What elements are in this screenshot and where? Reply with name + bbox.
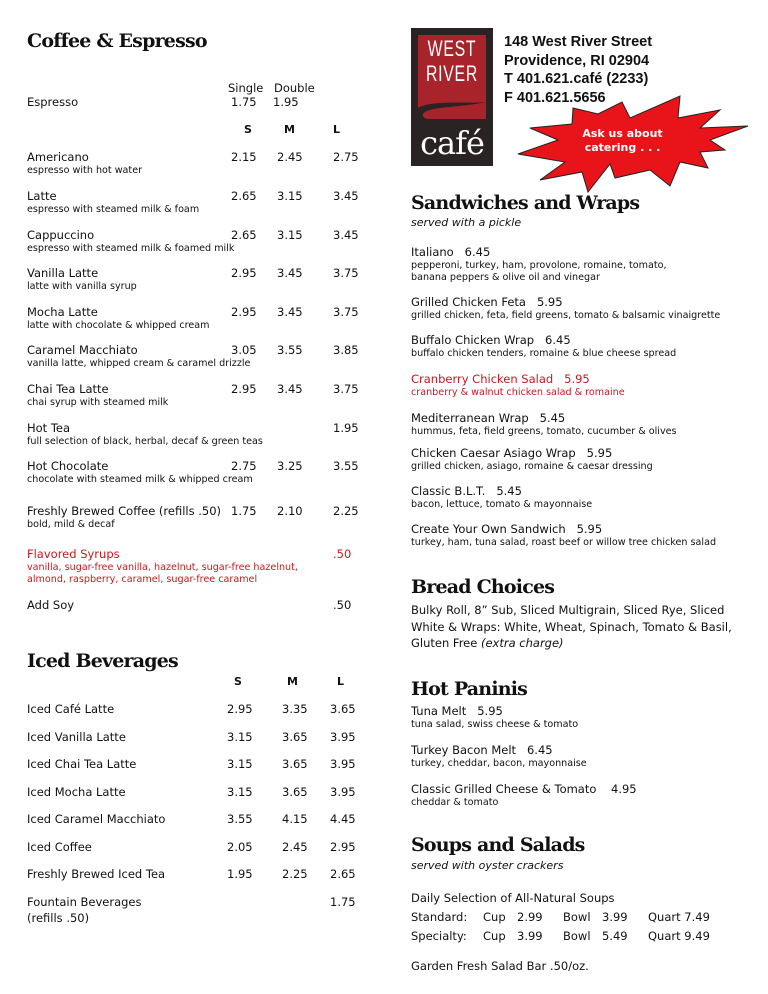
item-description: espresso with hot water	[27, 165, 143, 176]
price-s: 3.15	[227, 729, 253, 744]
item-name: Hot Chocolate	[27, 459, 109, 473]
catering-callout	[560, 127, 685, 155]
item-description: tuna salad, swiss cheese & tomato	[411, 719, 579, 730]
item-description: turkey, ham, tuna salad, roast beef or willow tree chicken salad	[411, 537, 717, 548]
item-description: latte with chocolate & whipped cream	[27, 320, 210, 331]
paninis-heading: Hot Paninis	[411, 678, 528, 700]
coffee-item	[27, 266, 357, 293]
price-s: 1.75	[231, 504, 257, 518]
price-l: 3.95	[330, 729, 356, 744]
bowl-price: 5.49	[602, 929, 628, 943]
bread-line3	[411, 636, 564, 650]
coffee-item	[27, 504, 357, 531]
price-l: 3.95	[330, 757, 356, 771]
soup-label: Specialty:	[411, 929, 467, 943]
price-m: 3.45	[277, 266, 303, 280]
price-l: 1.95	[333, 421, 359, 435]
sandwiches-heading: Sandwiches and Wraps	[411, 192, 640, 214]
coffee-item	[27, 343, 357, 370]
paninis-item	[411, 743, 587, 770]
bread-line1: Bulky Roll, 8” Sub, Sliced Multigrain, Sliced Rye, Sliced	[411, 603, 725, 617]
quart-price: Quart 9.49	[648, 929, 710, 943]
size-l: L	[333, 123, 341, 136]
catering-line1: Ask us about	[582, 127, 663, 140]
espresso-double-price: 1.95	[273, 95, 299, 109]
sandwiches-item	[411, 446, 653, 473]
price-l: .50	[333, 598, 352, 612]
price-s: 2.65	[231, 189, 257, 203]
price-s: 2.95	[231, 382, 257, 396]
coffee-item	[27, 421, 357, 448]
item-description: vanilla latte, whipped cream & caramel drizzle	[27, 358, 251, 369]
item-description: espresso with steamed milk & foam	[27, 204, 200, 215]
sandwiches-subtitle: served with a pickle	[411, 216, 522, 229]
item-description: pepperoni, turkey, ham, provolone, romaine, tomato, banana peppers & olive oil and vinegar	[411, 260, 667, 283]
item-name: Chai Tea Latte	[27, 382, 109, 396]
size-s: S	[244, 123, 252, 136]
coffee-item	[27, 459, 357, 486]
item-name: Iced Café Latte	[27, 702, 115, 716]
price-s: 2.65	[231, 228, 257, 242]
sandwiches-item	[411, 522, 716, 549]
address-street: 148 West River Street	[504, 34, 653, 50]
price-m: 3.15	[277, 189, 303, 203]
cup-label: Cup	[483, 929, 506, 943]
iced-size-m: M	[287, 675, 298, 688]
price-l: 1.75	[330, 894, 356, 909]
double-label: Double	[274, 81, 315, 95]
price-m: 3.15	[277, 228, 303, 242]
price-m: 3.25	[277, 459, 303, 473]
coffee-item	[27, 598, 357, 612]
price-l: 2.75	[333, 150, 359, 164]
item-name: Classic B.L.T. 5.45	[411, 484, 522, 498]
coffee-heading: Coffee & Espresso	[27, 30, 207, 52]
bread-gluten-free: Gluten Free	[411, 636, 478, 650]
soups-subtitle: served with oyster crackers	[411, 859, 564, 872]
coffee-item	[27, 150, 357, 177]
iced-item	[27, 757, 357, 771]
item-description: cheddar & tomato	[411, 797, 499, 808]
price-l: 3.45	[333, 228, 359, 242]
logo-west: WEST	[427, 36, 477, 61]
price-s: 3.15	[227, 757, 253, 771]
bread-line2: White & Wraps: White, Wheat, Spinach, Tomato & Basil,	[411, 620, 732, 634]
item-name: Turkey Bacon Melt 6.45	[411, 743, 553, 757]
salad-bar: Garden Fresh Salad Bar .50/oz.	[411, 959, 589, 973]
iced-item	[27, 867, 357, 881]
item-description: full selection of black, herbal, decaf & green teas	[27, 436, 263, 447]
price-l: 3.55	[333, 459, 359, 473]
price-s: 3.15	[227, 784, 253, 799]
single-label: Single	[228, 81, 264, 95]
iced-item	[27, 812, 357, 826]
item-description: chai syrup with steamed milk	[27, 397, 169, 408]
sandwiches-item	[411, 372, 625, 399]
price-l: 2.65	[330, 867, 356, 881]
item-name: Iced Caramel Macchiato	[27, 812, 166, 826]
bread-heading: Bread Choices	[411, 576, 555, 598]
item-name: Iced Chai Tea Latte	[27, 757, 137, 771]
price-l: 3.75	[333, 266, 359, 280]
price-l: 3.85	[333, 343, 359, 357]
soups-heading: Soups and Salads	[411, 834, 585, 856]
bowl-label: Bowl	[563, 929, 591, 943]
item-name: Iced Mocha Latte	[27, 784, 126, 799]
price-m: 3.65	[282, 784, 308, 799]
coffee-item	[27, 547, 357, 586]
bowl-price: 3.99	[602, 910, 628, 924]
price-m: 3.45	[277, 382, 303, 396]
item-name: Iced Coffee	[27, 839, 92, 854]
fax: F 401.621.5656	[504, 89, 606, 106]
price-l: 3.75	[333, 382, 359, 396]
bread-note: (extra charge)	[480, 636, 564, 650]
size-m: M	[284, 123, 295, 136]
price-m: 3.65	[282, 729, 308, 744]
price-m: 3.55	[277, 343, 303, 357]
item-name: Flavored Syrups	[27, 547, 120, 561]
price-s: 2.75	[231, 459, 257, 473]
coffee-item	[27, 228, 357, 255]
sandwiches-item	[411, 411, 677, 438]
item-name: Create Your Own Sandwich 5.95	[411, 522, 603, 536]
item-name: Americano	[27, 150, 89, 164]
espresso-single-price: 1.75	[231, 95, 257, 109]
price-s: 2.05	[227, 839, 253, 854]
iced-item	[27, 840, 357, 854]
price-l: .50	[333, 547, 352, 561]
price-s: 2.95	[231, 266, 257, 280]
coffee-item	[27, 382, 357, 409]
price-s: 2.15	[231, 150, 257, 164]
price-l: 3.65	[330, 702, 356, 716]
price-l: 3.45	[333, 189, 359, 203]
soups-daily: Daily Selection of All-Natural Soups	[411, 891, 615, 905]
sandwiches-item	[411, 295, 720, 322]
price-m: 3.65	[282, 757, 308, 771]
item-description: bacon, lettuce, tomato & mayonnaise	[411, 499, 593, 510]
price-l: 2.95	[330, 839, 356, 854]
item-name: Mocha Latte	[27, 305, 98, 319]
item-description: turkey, cheddar, bacon, mayonnaise	[411, 758, 587, 769]
item-name: Cappuccino	[27, 228, 95, 242]
item-name: Freshly Brewed Coffee (refills .50)	[27, 504, 222, 518]
paninis-item	[411, 782, 637, 809]
price-m: 4.15	[282, 812, 308, 826]
cup-price: 2.99	[517, 910, 543, 924]
item-name: Chicken Caesar Asiago Wrap 5.95	[411, 446, 613, 460]
price-s: 3.05	[231, 343, 257, 357]
address-city: Providence, RI 02904	[504, 52, 650, 69]
item-name: Italiano 6.45	[411, 245, 491, 259]
price-m: 2.45	[277, 150, 303, 164]
cup-label: Cup	[483, 910, 506, 924]
logo-river: RIVER	[425, 61, 479, 86]
item-description: latte with vanilla syrup	[27, 281, 137, 292]
coffee-item	[27, 305, 357, 332]
price-m: 2.25	[282, 867, 308, 881]
iced-item	[27, 702, 357, 716]
item-name: Caramel Macchiato	[27, 343, 138, 357]
item-name: Grilled Chicken Feta 5.95	[411, 295, 563, 309]
price-l: 4.45	[330, 812, 356, 826]
price-l: 3.95	[330, 784, 356, 799]
item-name: Iced Vanilla Latte	[27, 729, 126, 744]
item-name: Mediterranean Wrap 5.45	[411, 411, 566, 425]
price-l: 2.25	[333, 504, 359, 518]
price-s: 1.95	[227, 867, 253, 881]
iced-item	[27, 895, 357, 925]
item-name: Fountain Beverages	[27, 894, 142, 909]
item-name: Classic Grilled Cheese & Tomato 4.95	[411, 782, 637, 796]
bowl-label: Bowl	[563, 910, 591, 924]
iced-size-l: L	[337, 675, 345, 688]
item-description: chocolate with steamed milk & whipped cream	[27, 474, 253, 485]
paninis-item	[411, 704, 578, 731]
soup-label: Standard:	[411, 910, 468, 924]
iced-item	[27, 785, 357, 799]
item-description: (refills .50)	[27, 910, 90, 925]
coffee-item	[27, 189, 357, 216]
item-name: Add Soy	[27, 598, 75, 612]
item-name: Tuna Melt 5.95	[411, 704, 503, 718]
item-description: buffalo chicken tenders, romaine & blue cheese spread	[411, 348, 677, 359]
price-l: 3.75	[333, 305, 359, 319]
item-name: Freshly Brewed Iced Tea	[27, 867, 166, 881]
price-m: 3.45	[277, 305, 303, 319]
item-description: grilled chicken, feta, field greens, tomato & balsamic vinaigrette	[411, 310, 721, 321]
sandwiches-item	[411, 245, 667, 284]
item-description: espresso with steamed milk & foamed milk	[27, 243, 235, 254]
item-name: Hot Tea	[27, 421, 71, 435]
iced-size-s: S	[234, 675, 242, 688]
item-name: Buffalo Chicken Wrap 6.45	[411, 333, 571, 347]
item-description: cranberry & walnut chicken salad & romaine	[411, 387, 625, 398]
sandwiches-item	[411, 333, 676, 360]
item-description: hummus, feta, field greens, tomato, cucumber & olives	[411, 426, 677, 437]
price-s: 3.55	[227, 812, 253, 826]
sandwiches-item	[411, 484, 592, 511]
catering-line2: catering . . .	[584, 141, 661, 154]
item-description: grilled chicken, asiago, romaine & caesar dressing	[411, 461, 653, 472]
price-s: 2.95	[231, 305, 257, 319]
price-m: 2.45	[282, 839, 308, 854]
logo-cafe: café	[420, 124, 484, 162]
item-description: bold, mild & decaf	[27, 519, 115, 530]
item-name: Latte	[27, 189, 57, 203]
price-s: 2.95	[227, 702, 253, 716]
logo	[411, 28, 493, 166]
iced-item	[27, 730, 357, 744]
item-name: Vanilla Latte	[27, 266, 99, 280]
quart-price: Quart 7.49	[648, 910, 710, 924]
iced-heading: Iced Beverages	[27, 650, 178, 672]
item-name: Cranberry Chicken Salad 5.95	[411, 372, 590, 386]
item-description: vanilla, sugar-free vanilla, hazelnut, sugar-free hazelnut, almond, raspberry, caramel, sugar-free caramel	[27, 562, 298, 585]
espresso-name: Espresso	[27, 95, 79, 109]
cup-price: 3.99	[517, 929, 543, 943]
price-m: 3.35	[282, 702, 308, 716]
phone: T 401.621.café (2233)	[504, 71, 649, 87]
price-m: 2.10	[277, 504, 303, 518]
